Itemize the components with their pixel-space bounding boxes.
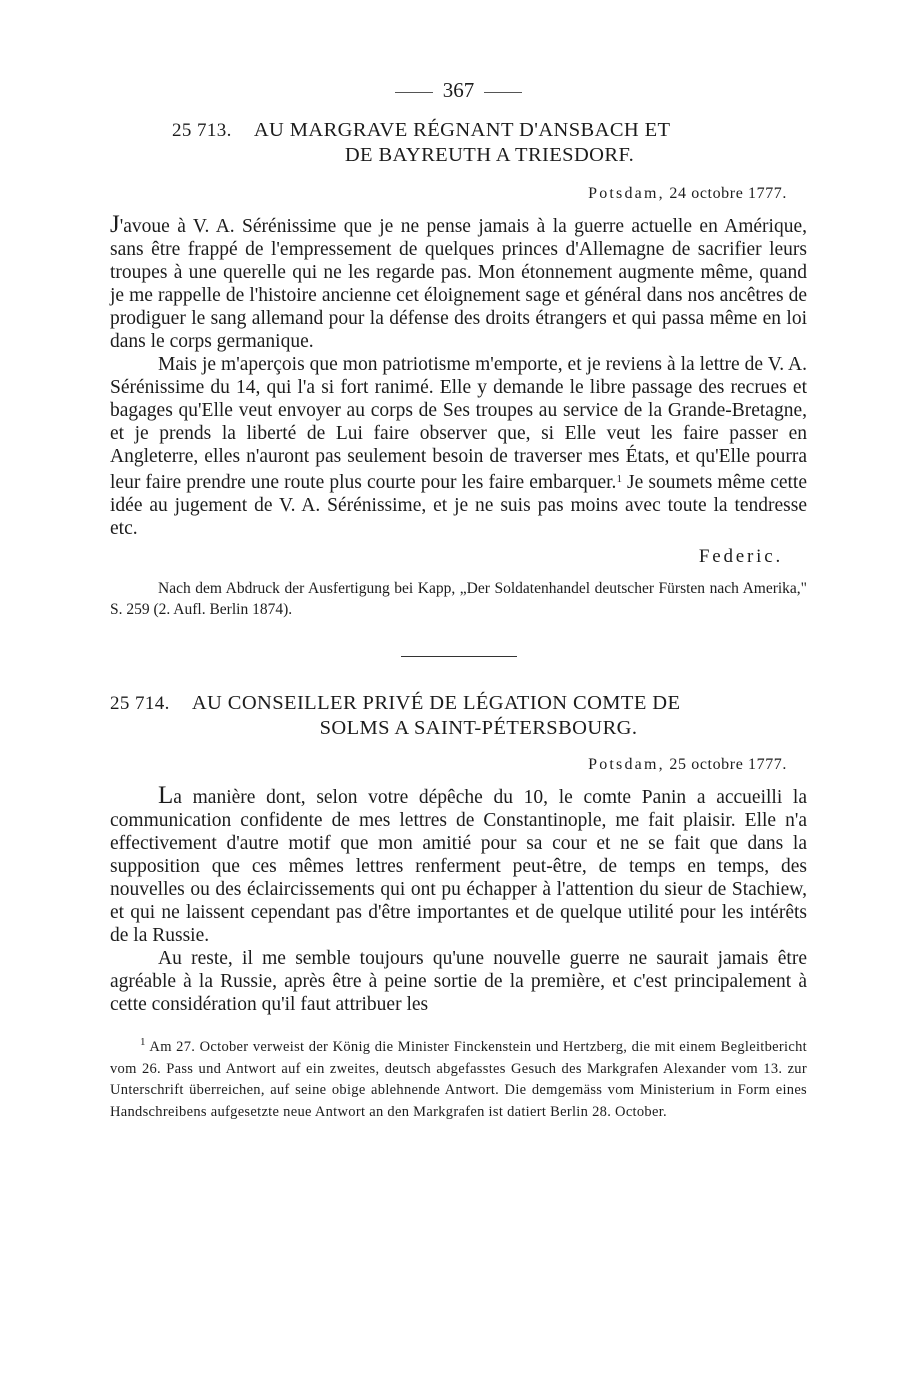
footnote-text: Am 27. October verweist der König die Minister Finckenstein und Hertzberg, die mit einem Begleitbericht vom 26. Pass und Antwort auf ein zweites, deutsch abgefasstes Gesuch des Markgrafen Alexander vom 13. zur Unterschrift überreichen, auf seine obige ablehnende Antwort. Die demgemäss vom Ministerium in Form eines Handschreibens aufgesetzte neue Antwort an den Markgrafen ist datiert Berlin 28. October.	[110, 1039, 807, 1120]
letter-25713	[110, 118, 807, 620]
page-folio	[110, 78, 807, 108]
folio-dash-right	[484, 92, 522, 93]
signature: Federic.	[698, 546, 783, 567]
footnote-number: 1	[140, 1036, 146, 1048]
letter-number: 25 714.	[110, 693, 170, 714]
date-place: Potsdam,	[588, 185, 665, 202]
paragraph-text: 'avoue à V. A. Sérénissime que je ne pense jamais à la guerre actuelle en Amérique, sans être frappé de l'empressement de quelques princes d'Allemagne de sacrifier leurs troupes à une querelle qui ne les regarde pas. Mon étonnement augmente même, quand je me rappelle de l'histoire ancienne cet éloignement sage et général dans nos ancêtres de prodiguer le sang allemand pour la défense des droits étrangers et qui passa même en loi dans le corps germanique.	[110, 216, 807, 352]
page-number: 367	[442, 78, 475, 102]
paragraph-text: a manière dont, selon votre dépêche du 10, le comte Panin a accueilli la communication confidente de mes lettres de Constantinople, me fait plaisir. Elle n'a effectivement d'autre motif que mon amitié pour sa cour et ne se fait que dans la supposition que ces mêmes lettres renferment peut-être, de temps en temps, des nouvelles ou des éclaircissements qui ont pu échapper à l'attention du sieur de Stachiew, et qui ne laissent cependant pas d'être importantes et de quelque utilité pour les intérêts de la Russie.	[110, 787, 807, 946]
paragraph	[110, 784, 807, 947]
paragraph-text: Mais je m'aperçois que mon patriotisme m'emporte, et je reviens à la lettre de V. A. Sérénissime du 14, qui l'a si fort ranimé. Elle y demande le libre passage des recrues et bagages qu'Elle veut envoyer au corps de Ses troupes au service de la Grande-Bretagne, et je prends la liberté de Lui faire observer que, si Elle veut les faire passer en Angleterre, elles n'auront pas seulement besoin de traverser mes États, et qu'Elle pourra leur faire prendre une route plus courte pour les faire embarquer.	[110, 354, 807, 493]
footnote	[110, 1032, 807, 1123]
date-place: Potsdam,	[588, 756, 665, 773]
dateline	[110, 756, 787, 774]
letter-body	[110, 784, 807, 1016]
paragraph	[110, 213, 807, 353]
letter-25714	[110, 691, 807, 1016]
source-note: Nach dem Abdruck der Ausfertigung bei Kapp, „Der Soldatenhandel deutscher Fürsten nach Amerika," S. 259 (2. Aufl. Berlin 1874).	[110, 580, 807, 618]
letter-heading	[110, 691, 807, 740]
section-divider	[401, 656, 517, 657]
paragraph	[110, 353, 807, 540]
letter-heading	[110, 118, 807, 167]
initial-letter: L	[158, 782, 174, 809]
paragraph-text: Au reste, il me semble toujours qu'une nouvelle guerre ne saurait jamais être agréable à la Russie, après être à peine sortie de la première, et c'est principalement à cette considération qu'il faut attribuer les	[110, 948, 807, 1015]
heading-line-1: AU MARGRAVE RÉGNANT D'ANSBACH ET	[253, 119, 671, 141]
paragraph	[110, 947, 807, 1016]
paragraph-text: Je soumets même cette idée au jugement de V. A. Sérénissime, et je ne suis pas moins avec toute la tendresse etc.	[110, 472, 807, 539]
folio-dash-left	[395, 92, 433, 93]
footnote-marker[interactable]: 1	[616, 473, 622, 485]
heading-line-2: DE BAYREUTH A TRIESDORF.	[344, 144, 635, 166]
heading-line-2: SOLMS A SAINT-PÉTERSBOURG.	[319, 717, 638, 739]
date-value: 24 octobre 1777.	[669, 185, 787, 202]
date-value: 25 octobre 1777.	[669, 756, 787, 773]
letter-number: 25 713.	[172, 120, 232, 141]
document-page	[110, 78, 807, 1123]
initial-letter: J	[110, 211, 120, 238]
letter-body	[110, 213, 807, 540]
heading-line-1: AU CONSEILLER PRIVÉ DE LÉGATION COMTE DE	[191, 692, 681, 714]
dateline	[110, 185, 787, 203]
